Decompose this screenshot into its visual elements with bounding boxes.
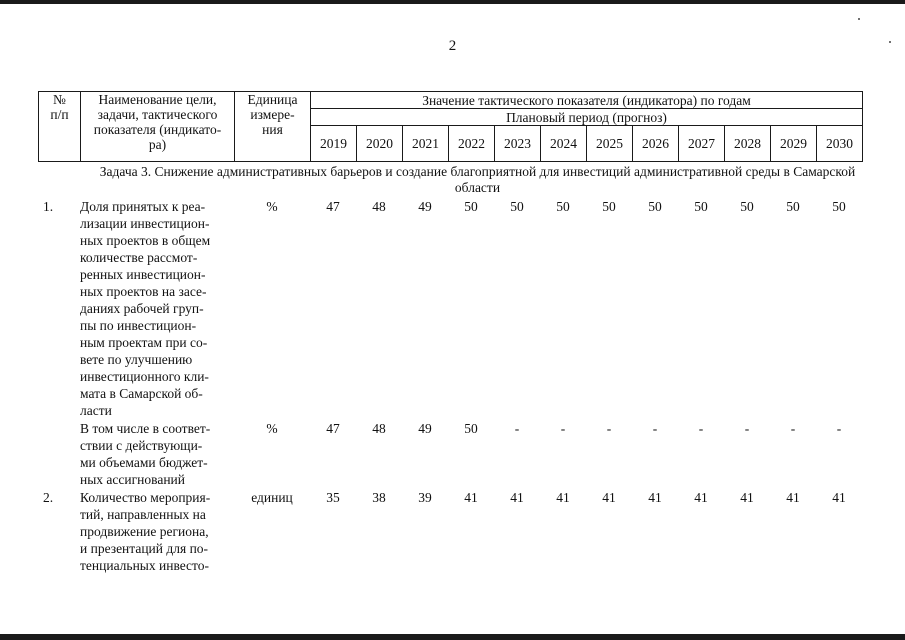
- indicator-name-line: ных ассигнований: [80, 472, 185, 487]
- header-year: 2026: [633, 126, 679, 162]
- indicator-name-line: ным проектам при со-: [80, 335, 208, 350]
- value-cell: 41: [464, 490, 478, 505]
- value-cell: 41: [832, 490, 846, 505]
- value-cell: 50: [740, 199, 754, 214]
- value-cell: -: [836, 421, 842, 436]
- value-cell: 50: [694, 199, 708, 214]
- indicator-name-line: продвижение региона,: [80, 524, 209, 539]
- indicator-name-line: ласти: [80, 403, 112, 418]
- header-name-line: ра): [148, 137, 167, 152]
- row-number: 2.: [43, 490, 54, 505]
- value-cell: 35: [326, 490, 340, 505]
- value-cell: 50: [510, 199, 524, 214]
- indicator-name-line: вете по улучшению: [80, 352, 193, 367]
- value-cell: -: [790, 421, 796, 436]
- scan-speck: [858, 18, 860, 20]
- header-year: 2027: [679, 126, 725, 162]
- indicator-name-line: В том числе в соответ-: [80, 421, 211, 436]
- indicator-name-line: даниях рабочей груп-: [80, 301, 204, 316]
- value-cell: 41: [694, 490, 708, 505]
- value-cell: 49: [418, 199, 432, 214]
- indicator-name-line: ми объемами бюджет-: [80, 455, 208, 470]
- indicator-name-line: ствии с действующи-: [80, 438, 203, 453]
- value-cell: 41: [556, 490, 570, 505]
- header-unit-line: ния: [262, 122, 283, 137]
- value-cell: 50: [602, 199, 616, 214]
- header-num-line: №: [53, 92, 66, 107]
- indicator-name-line: и презентаций для по-: [80, 541, 209, 556]
- value-cell: 47: [326, 199, 340, 214]
- header-year: 2028: [725, 126, 771, 162]
- indicator-name-line: ных проектов в общем: [80, 233, 211, 248]
- value-cell: 50: [556, 199, 570, 214]
- indicator-name-line: лизации инвестицион-: [80, 216, 210, 231]
- indicator-name-line: тенциальных инвесто-: [80, 558, 210, 573]
- value-cell: 41: [602, 490, 616, 505]
- indicator-name-line: Доля принятых к реа-: [80, 199, 206, 214]
- scan-bottom-edge: [0, 634, 905, 640]
- row-number: 1.: [43, 199, 54, 214]
- header-year: 2025: [587, 126, 633, 162]
- value-cell: 48: [372, 199, 386, 214]
- indicator-name-line: количестве рассмот-: [80, 250, 198, 265]
- indicator-subname: [80, 420, 233, 488]
- indicator-table-header: [38, 91, 863, 162]
- header-year: 2022: [449, 126, 495, 162]
- value-cell: 50: [648, 199, 662, 214]
- header-year: 2030: [817, 126, 863, 162]
- header-year: 2020: [357, 126, 403, 162]
- indicator-name-line: мата в Самарской об-: [80, 386, 203, 401]
- indicator-name-line: ных проектов на засе-: [80, 284, 207, 299]
- value-cell: 50: [832, 199, 846, 214]
- header-name-cell: [81, 92, 235, 162]
- indicator-name: [80, 198, 233, 419]
- value-cell: 49: [418, 421, 432, 436]
- header-values-title: Значение тактического показателя (индикатора) по годам: [311, 92, 863, 109]
- value-cell: 41: [648, 490, 662, 505]
- header-num-line: п/п: [50, 107, 69, 122]
- indicator-name-line: пы по инвестицион-: [80, 318, 197, 333]
- value-cell: -: [698, 421, 704, 436]
- header-name-line: Наименование цели,: [98, 92, 217, 107]
- header-year: 2029: [771, 126, 817, 162]
- indicator-name-line: тий, направленных на: [80, 507, 206, 522]
- value-cell: -: [652, 421, 658, 436]
- task-title: Задача 3. Снижение административных барьеров и создание благоприятной для инвестиций административной среды в Самарской области: [99, 164, 856, 195]
- indicator-name-line: Количество мероприя-: [80, 490, 211, 505]
- value-cell: 41: [510, 490, 524, 505]
- header-unit-cell: [235, 92, 311, 162]
- value-cell: 39: [418, 490, 432, 505]
- header-unit-line: Единица: [247, 92, 298, 107]
- header-name-line: показателя (индикато-: [93, 122, 222, 137]
- scan-top-edge: [0, 0, 905, 4]
- value-cell: 48: [372, 421, 386, 436]
- value-cell: -: [744, 421, 750, 436]
- header-num-cell: [39, 92, 81, 162]
- value-cell: -: [606, 421, 612, 436]
- value-cell: 50: [464, 421, 478, 436]
- page-number: 2: [448, 38, 457, 54]
- value-cell: -: [514, 421, 520, 436]
- indicator-name: [80, 489, 233, 574]
- indicator-unit: единиц: [251, 490, 293, 505]
- header-unit-line: измере-: [250, 107, 295, 122]
- indicator-name-line: ренных инвестицион-: [80, 267, 206, 282]
- indicator-unit: %: [266, 421, 278, 436]
- value-cell: 41: [786, 490, 800, 505]
- value-cell: 38: [372, 490, 386, 505]
- header-planned-period: Плановый период (прогноз): [311, 109, 863, 126]
- value-cell: 50: [464, 199, 478, 214]
- header-year: 2021: [403, 126, 449, 162]
- header-year: 2024: [541, 126, 587, 162]
- indicator-name-line: инвестиционного кли-: [80, 369, 209, 384]
- header-year: 2019: [311, 126, 357, 162]
- value-cell: 47: [326, 421, 340, 436]
- header-name-line: задачи, тактического: [97, 107, 218, 122]
- indicator-unit: %: [266, 199, 278, 214]
- value-cell: -: [560, 421, 566, 436]
- header-year: 2023: [495, 126, 541, 162]
- value-cell: 50: [786, 199, 800, 214]
- value-cell: 41: [740, 490, 754, 505]
